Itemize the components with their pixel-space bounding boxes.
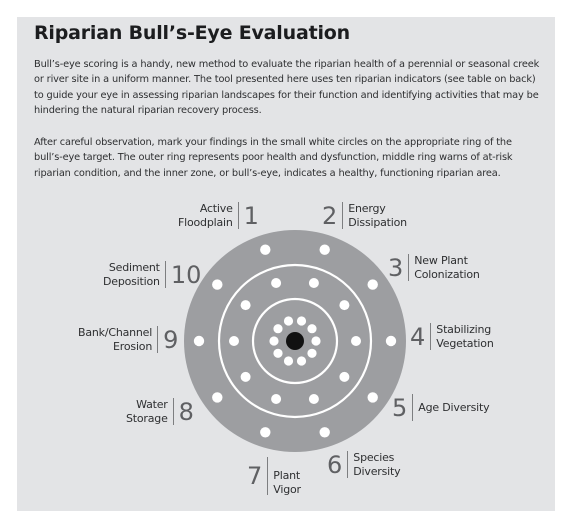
indicator-divider bbox=[267, 457, 268, 495]
indicator-5 bbox=[392, 394, 489, 421]
indicator-label: Bank/Channel Erosion bbox=[78, 326, 153, 353]
outer-ring-marker[interactable] bbox=[320, 427, 330, 437]
indicator-divider bbox=[347, 451, 348, 478]
inner-ring-marker[interactable] bbox=[297, 316, 306, 325]
indicator-number: 5 bbox=[392, 393, 408, 422]
indicator-9 bbox=[78, 326, 178, 353]
instructions-paragraph: After careful observation, mark your findings in the small white circles on the appropriate ring of the bull’s-eye target. The outer ring represents poor health and dysfunction, middle ring warns of at-risk riparian condition, and the inner zone, or bull’s-eye, indicates a healthy, functioning riparian area. bbox=[34, 137, 513, 179]
indicator-label: Energy Dissipation bbox=[348, 202, 407, 229]
outer-ring-marker[interactable] bbox=[212, 392, 222, 402]
indicator-4 bbox=[410, 323, 494, 350]
indicator-number: 4 bbox=[410, 322, 426, 351]
indicator-divider bbox=[408, 254, 409, 281]
inner-ring-marker[interactable] bbox=[273, 324, 282, 333]
outer-ring-marker[interactable] bbox=[320, 245, 330, 255]
indicator-label: Sediment Deposition bbox=[103, 261, 160, 288]
indicator-divider bbox=[157, 326, 158, 353]
indicator-divider bbox=[342, 202, 343, 229]
inner-ring-marker[interactable] bbox=[307, 349, 316, 358]
indicator-2 bbox=[322, 202, 407, 229]
indicator-7 bbox=[247, 455, 301, 496]
middle-ring-marker[interactable] bbox=[229, 336, 239, 346]
indicator-divider bbox=[165, 261, 166, 288]
middle-ring-marker[interactable] bbox=[241, 372, 251, 382]
inner-ring-marker[interactable] bbox=[273, 349, 282, 358]
indicator-divider bbox=[238, 202, 239, 229]
indicator-number: 2 bbox=[322, 201, 338, 230]
inner-ring-marker[interactable] bbox=[311, 336, 320, 345]
indicator-number: 1 bbox=[243, 201, 259, 230]
middle-ring-marker[interactable] bbox=[339, 300, 349, 310]
indicator-3 bbox=[388, 254, 480, 281]
indicator-number: 6 bbox=[327, 450, 343, 479]
indicator-1 bbox=[178, 202, 259, 229]
indicator-label: Water Storage bbox=[126, 398, 168, 425]
outer-ring-marker[interactable] bbox=[368, 279, 378, 289]
inner-ring-marker[interactable] bbox=[284, 356, 293, 365]
indicator-8 bbox=[126, 398, 194, 425]
middle-ring-marker[interactable] bbox=[271, 278, 281, 288]
outer-ring-marker[interactable] bbox=[260, 427, 270, 437]
indicator-6 bbox=[327, 451, 400, 478]
indicator-divider bbox=[430, 323, 431, 350]
indicator-number: 10 bbox=[170, 260, 202, 289]
indicator-number: 9 bbox=[163, 325, 179, 354]
inner-ring-marker[interactable] bbox=[269, 336, 278, 345]
indicator-label: Stabilizing Vegetation bbox=[436, 323, 494, 350]
intro-paragraph: Bull’s-eye scoring is a handy, new method to evaluate the riparian health of a perennial or seasonal creek or river site in a uniform manner. The tool presented here uses ten riparian indicators (see table on back) to guide your eye in assessing riparian landscapes for their function and identifying activities that may be hindering the natural riparian recovery process. bbox=[34, 59, 540, 116]
middle-ring-marker[interactable] bbox=[339, 372, 349, 382]
inner-ring-marker[interactable] bbox=[307, 324, 316, 333]
bulls-eye-center bbox=[286, 332, 304, 350]
indicator-divider bbox=[412, 394, 413, 421]
inner-ring-marker[interactable] bbox=[297, 356, 306, 365]
middle-ring-marker[interactable] bbox=[241, 300, 251, 310]
outer-ring-marker[interactable] bbox=[260, 245, 270, 255]
middle-ring-marker[interactable] bbox=[309, 278, 319, 288]
indicator-number: 8 bbox=[178, 397, 194, 426]
middle-ring-marker[interactable] bbox=[309, 394, 319, 404]
outer-ring-marker[interactable] bbox=[194, 336, 204, 346]
middle-ring-marker[interactable] bbox=[351, 336, 361, 346]
indicator-number: 7 bbox=[247, 461, 263, 490]
indicator-label: New Plant Colonization bbox=[414, 254, 480, 281]
indicator-label: Age Diversity bbox=[418, 400, 490, 414]
indicator-label: Plant Vigor bbox=[273, 469, 301, 496]
indicator-label: Active Floodplain bbox=[178, 202, 233, 229]
outer-ring-marker[interactable] bbox=[386, 336, 396, 346]
outer-ring-marker[interactable] bbox=[368, 392, 378, 402]
inner-ring-marker[interactable] bbox=[284, 316, 293, 325]
outer-ring-marker[interactable] bbox=[212, 279, 222, 289]
page-title: Riparian Bull’s-Eye Evaluation bbox=[34, 22, 350, 44]
indicator-label: Species Diversity bbox=[353, 451, 401, 478]
indicator-number: 3 bbox=[388, 253, 404, 282]
indicator-10 bbox=[103, 261, 201, 288]
middle-ring-marker[interactable] bbox=[271, 394, 281, 404]
indicator-divider bbox=[173, 398, 174, 425]
